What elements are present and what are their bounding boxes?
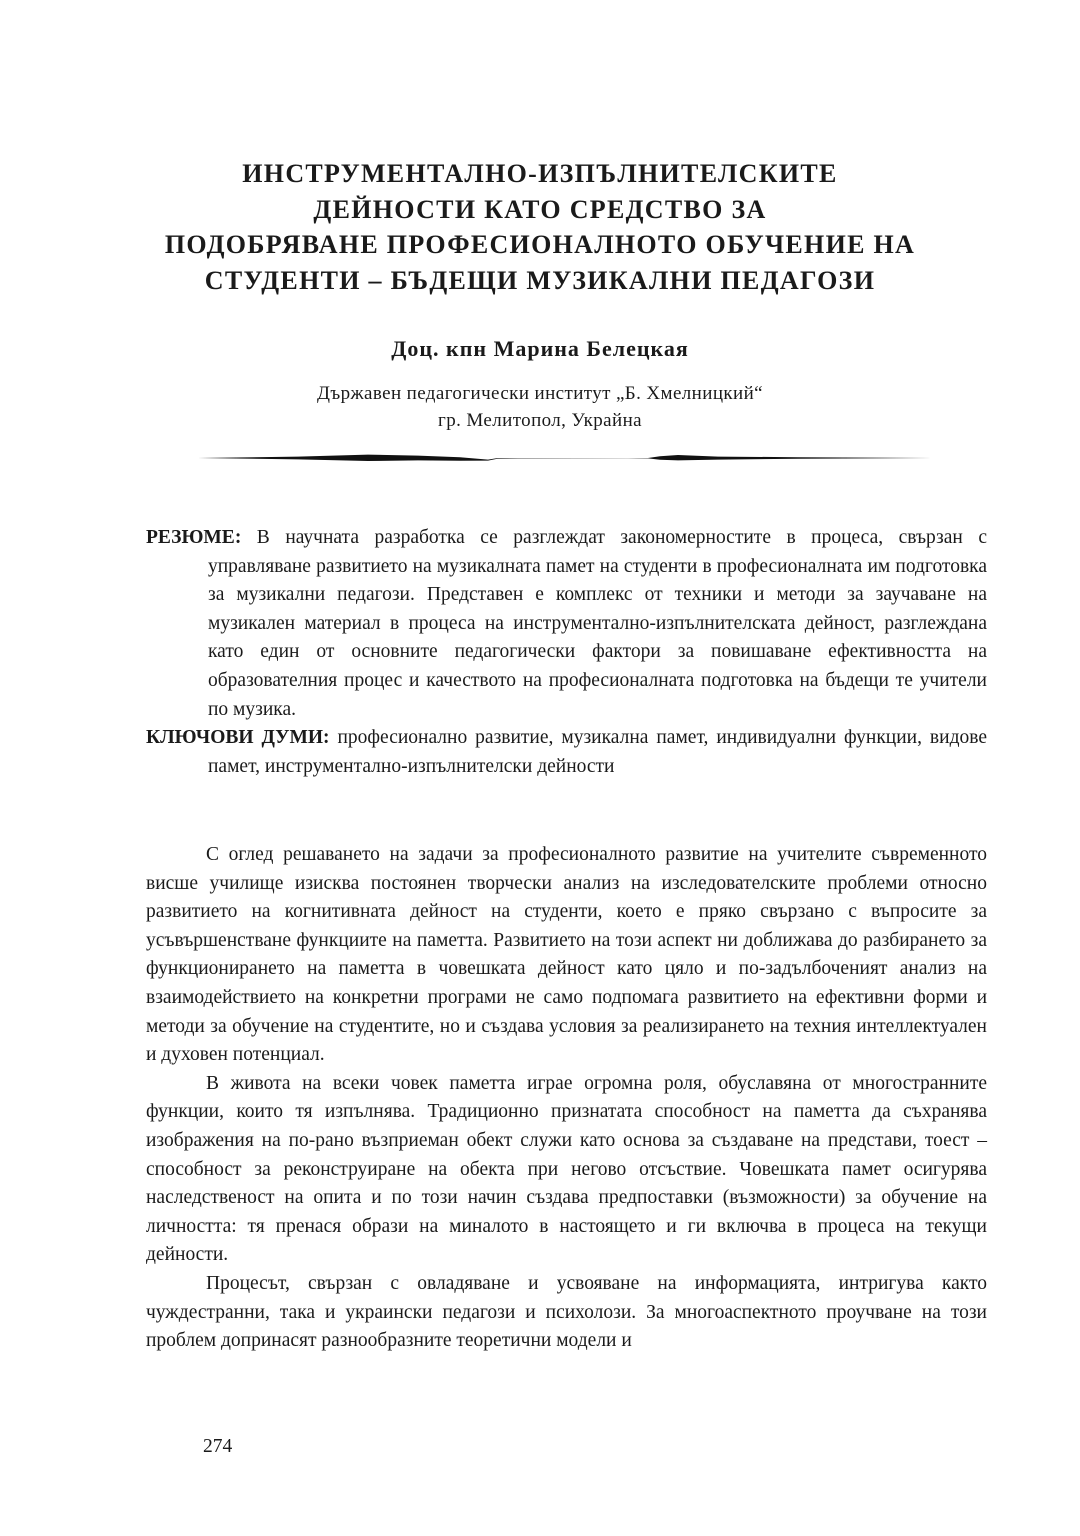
title-line: ИНСТРУМЕНТАЛНО-ИЗПЪЛНИТЕЛСКИТЕ (242, 159, 838, 188)
title-line: ПОДОБРЯВАНЕ ПРОФЕСИОНАЛНОТО ОБУЧЕНИЕ НА (164, 230, 916, 259)
abstract-paragraph (146, 524, 987, 724)
body-paragraph: Процесът, свързан с овладяване и усвояване на информацията, интригува както чуждестранни, така и украински педагози и психолози. За многоаспектното проучване на този проблем допринасят разнообразните теоретични модели и (146, 1272, 987, 1352)
article-title (140, 156, 940, 298)
abstract-section (146, 524, 987, 781)
affiliation-city: гр. Мелитопол, Украйна (438, 410, 642, 431)
page-number: 274 (203, 1436, 233, 1457)
abstract-label: РЕЗЮМЕ: (146, 527, 242, 548)
affiliation-institution: Държавен педагогически институт „Б. Хмелницкий“ (317, 383, 763, 404)
decorative-divider (198, 450, 932, 466)
author-affiliation (0, 380, 1080, 434)
keywords-paragraph (146, 724, 987, 781)
abstract-text: В научната разработка се разглеждат закономерностите в процеса, свързан с управляване развитието на музикалната памет на студенти в професионалната им подготовка за музикални педагози. Представен е комплекс от техники и методи за заучаване на музикален материал в процеса на инструментално-изпълнителската дейност, разглеждана като един от основните педагогически фактори за повишаване ефективността на образователния процес и качеството на професионалната подготовка на бъдещи те учители по музика. (208, 527, 987, 720)
keywords-text: професионално развитие, музикална памет, индивидуални функции, видове памет, инструментално-изпълнителски дейности (208, 727, 987, 777)
title-line: СТУДЕНТИ – БЪДЕЩИ МУЗИКАЛНИ ПЕДАГОЗИ (204, 265, 876, 295)
body-paragraph: С оглед решаването на задачи за професионалното развитие на учителите съвременното висше училище изисква постоянен творчески анализ на изследователските проблеми относно развитието на когнитивната дейност на студенти, което е пряко свързано с въпросите за усъвършенстване функциите на паметта. Развитието на този аспект ни доближава до разбирането за функционирането на паметта в човешката дейност като цяло и по-задълбоченият анализ на взаимодействието на конкретни програми не само подпомага развитието на ефективни форми и методи за обучение на студентите, но и създава условия за реализирането на техния интеллектуален и духовен потенциал. (146, 844, 987, 1066)
keywords-label: КЛЮЧОВИ ДУМИ: (146, 727, 330, 749)
body-paragraph: В живота на всеки човек паметта играе огромна роля, обуславяна от многостранните функции, които тя изпълнява. Традиционно признатата способност на паметта да съхранява изображения на по-рано възприеман обект служи като основа за създаване на представи, тоест – способност за реконструиране на обекта при негово отсъствие. Човешката памет осигурява наследственост на опита и по този начин създава предпоставки (възможности) за обучение на личността: тя пренася образи на миналото в настоящето и ги включва в процеса на текущи дейности. (146, 1072, 987, 1266)
title-line: ДЕЙНОСТИ КАТО СРЕДСТВО ЗА (313, 194, 767, 224)
body-text (146, 841, 987, 1356)
author-name: Доц. кпн Марина Белецкая (391, 336, 689, 361)
